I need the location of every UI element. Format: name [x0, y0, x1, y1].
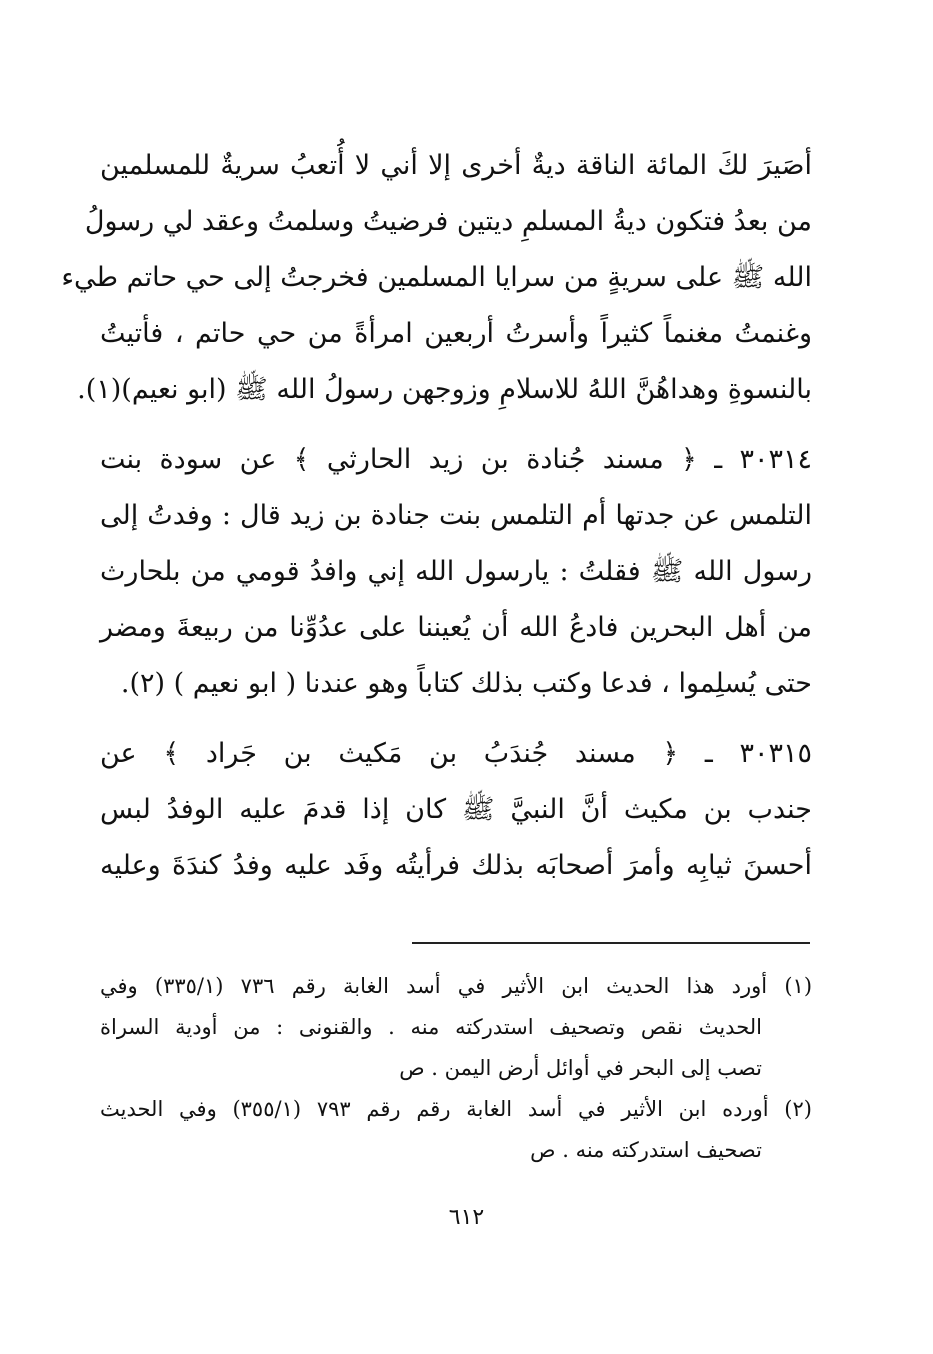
page-number: ٦١٢	[448, 1205, 485, 1230]
entry-30315-line: جندب بن مكيث أنَّ النبيَّ ﷺ كان إذا قدمَ عليه الوفدُ لبس	[100, 794, 812, 825]
text-line: من بعدُ فتكون ديةُ المسلمِ ديتين فرضيتُ وسلمتُ وعقد لي رسولُ	[84, 206, 812, 237]
paragraph-gap	[100, 712, 812, 726]
footnote-1-line: تصب إلى البحر في أوائل أرض اليمن . ص	[399, 1056, 762, 1080]
footnote-1-line: الحديث نقص وتصحيف استدركته منه . والقنونى : من أودية السراة	[100, 1015, 762, 1039]
footnotes	[100, 966, 812, 1171]
paragraph-gap	[100, 418, 812, 432]
main-text	[61, 138, 812, 894]
footnote-2-line: تصحيف استدركته منه . ص	[530, 1138, 762, 1162]
entry-30314-line: رسول الله ﷺ فقلتُ : يارسول الله إني وافدُ قومي من بلحارث	[100, 556, 812, 587]
entry-30314-line: من أهل البحرين فادعُ الله أن يُعيننا على عدُوِّنا من ربيعةَ ومضر	[100, 612, 812, 643]
entry-30314-line: حتى يُسلِموا ، فدعا وكتب بذلك كتاباً وهو عندنا ( ابو نعيم ) (٢).	[120, 668, 812, 699]
footnote-1-line: (١) أورد هذا الحديث ابن الأثير في أسد الغابة رقم ٧٣٦ (٣٣٥/١) وفي	[100, 974, 813, 998]
entry-30314-line: ٣٠٣١٤ ـ ﴿ مسند جُنادة بن زيد الحارثي ﴾ عن سودة بنت	[100, 444, 812, 475]
footnote-2-line: (٢) أورده ابن الأثير في أسد الغابة رقم رقم ٧٩٣ (٣٥٥/١) وفي الحديث	[100, 1097, 812, 1121]
text-line: وغنمتُ مغنماً كثيراً وأسرتُ أربعين امرأةً من حي حاتم ، فأتيتُ	[100, 318, 812, 349]
entry-30315-line: ٣٠٣١٥ ـ ﴿ مسند جُندَبُ بن مَكيث بن جَراد ﴾ عن	[100, 738, 812, 769]
entry-30315-line: أحسنَ ثيابِه وأمرَ أصحابَه بذلك فرأيتُه وفَد عليه وفدُ كندَةَ وعليه	[100, 850, 812, 881]
text-line: أصَيرَ لكَ المائة الناقة ديةٌ أخرى إلا أني لا أُتعبُ سريةٌ للمسلمين	[100, 150, 812, 181]
text-line: الله ﷺ على سريةٍ من سرايا المسلمين فخرجتُ إلى حي حاتم طيء	[61, 262, 812, 293]
text-line: بالنسوةِ وهداهُنَّ اللهُ للاسلامِ وزوجهن رسولُ الله ﷺ (ابو نعيم)(١).	[77, 374, 812, 405]
footnote-divider	[412, 942, 810, 944]
entry-30314-line: التلمس عن جدتها أم التلمس بنت جنادة بن زيد قال : وفدتُ إلى	[100, 500, 812, 531]
